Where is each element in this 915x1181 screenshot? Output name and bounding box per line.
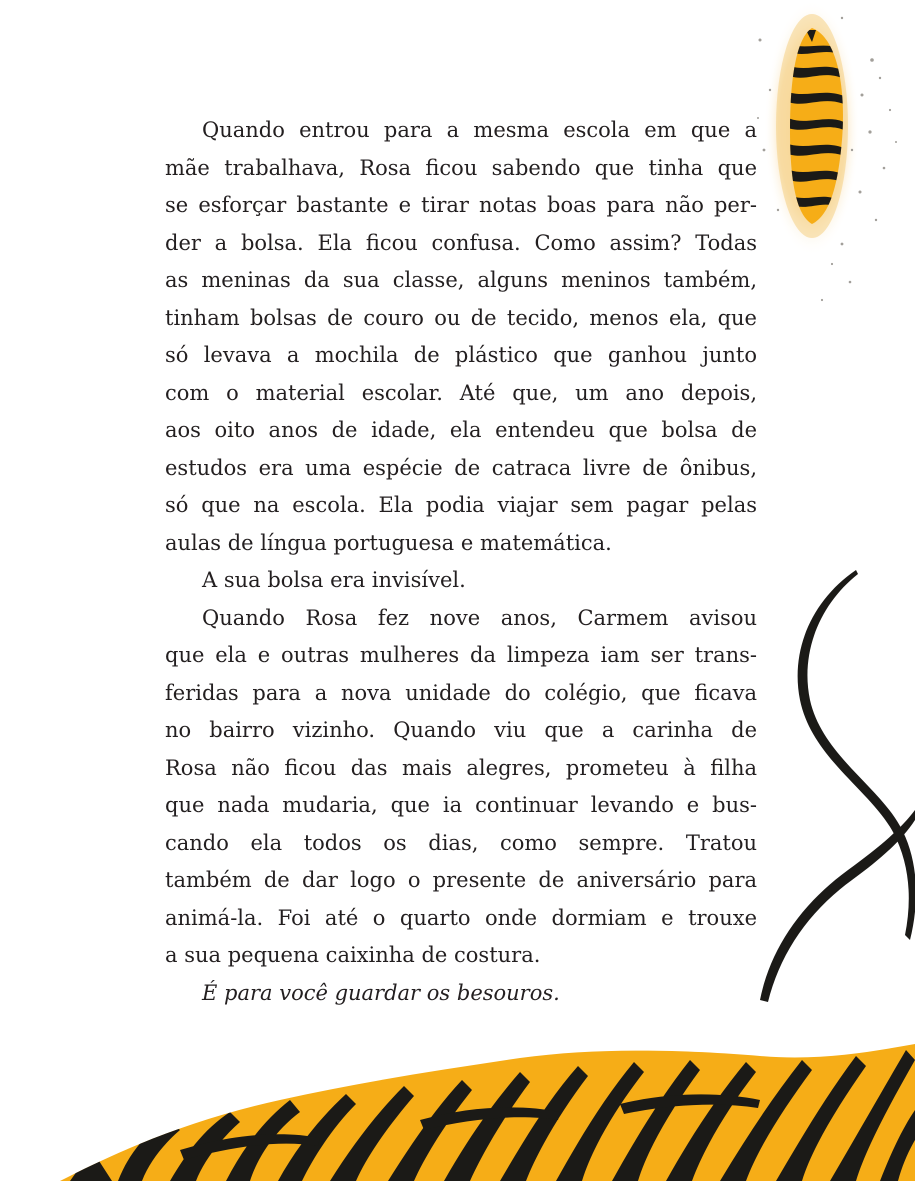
story-text (165, 112, 757, 1012)
text-line: der a bolsa. Ela ficou confusa. Como assim? Todas (165, 230, 757, 255)
text-line: cando ela todos os dias, como sempre. Tratou (165, 830, 757, 855)
italic-text-line: É para você guardar os besouros. (202, 980, 560, 1005)
text-line: também de dar logo o presente de aniversário para (165, 868, 757, 892)
tiger-capsule-icon (757, 0, 897, 301)
text-line: aulas de língua portuguesa e matemática. (165, 530, 612, 555)
text-line: a sua pequena caixinha de costura. (165, 943, 541, 967)
tiger-band-icon (40, 1030, 915, 1181)
text-line: animá-la. Foi até o quarto onde dormiam e trouxe (165, 905, 757, 930)
text-line: só levava a mochila de plástico que ganhou junto (165, 343, 757, 367)
text-line: tinham bolsas de couro ou de tecido, menos ela, que (165, 305, 757, 330)
text-line: as meninas da sua classe, alguns meninos também, (165, 268, 757, 292)
text-line: estudos era uma espécie de catraca livre de ônibus, (165, 455, 757, 480)
text-line: se esforçar bastante e tirar notas boas para não per- (165, 193, 757, 217)
text-line: com o material escolar. Até que, um ano depois, (165, 380, 757, 405)
text-line: aos oito anos de idade, ela entendeu que bolsa de (165, 418, 757, 442)
text-line: só que na escola. Ela podia viajar sem pagar pelas (165, 493, 757, 517)
tail-swirl-icon (760, 570, 915, 1002)
text-line: Quando Rosa fez nove anos, Carmem avisou (202, 605, 757, 630)
text-line: que nada mudaria, que ia continuar levando e bus- (165, 793, 757, 817)
text-line: no bairro vizinho. Quando viu que a carinha de (165, 718, 757, 742)
text-line: A sua bolsa era invisível. (202, 568, 466, 592)
text-line: feridas para a nova unidade do colégio, que ficava (165, 680, 757, 705)
text-line: mãe trabalhava, Rosa ficou sabendo que tinha que (165, 155, 757, 180)
text-line: que ela e outras mulheres da limpeza iam ser trans- (165, 643, 757, 667)
text-line: Quando entrou para a mesma escola em que a (202, 118, 757, 142)
text-line: Rosa não ficou das mais alegres, prometeu à filha (165, 755, 757, 780)
